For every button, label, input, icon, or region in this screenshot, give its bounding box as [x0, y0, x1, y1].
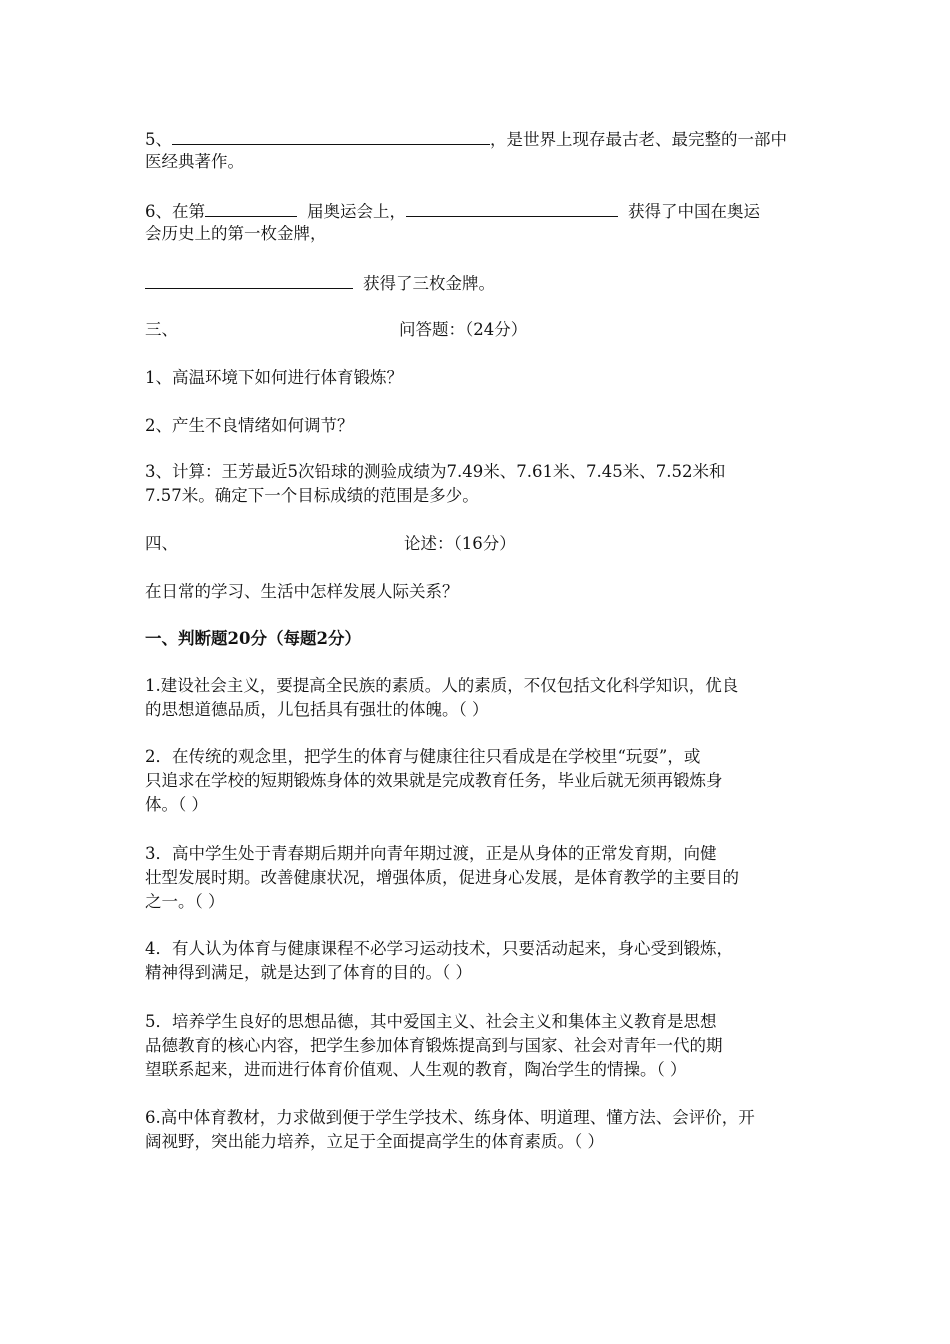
true-false-item-2: 2．在传统的观念里，把学生的体育与健康往往只看成是在学校里“玩耍”，或 只追求在学校的短期锻炼身体的效果就是完成教育任务，毕业后就无须再锻炼身 体。（ ）	[145, 747, 723, 814]
question-text-line: 医经典著作。	[145, 152, 244, 171]
question-item: 3、计算：王芳最近5次铅球的测验成绩为7.49米、7.61米、7.45米、7.52米和 7.57米。确定下一个目标成绩的范围是多少。	[145, 462, 726, 505]
section-title: 论述：（16分）	[404, 534, 516, 553]
question-text-line: 会历史上的第一枚金牌，	[145, 224, 327, 243]
essay-question: 在日常的学习、生活中怎样发展人际关系？	[145, 582, 459, 601]
section-number: 四、	[145, 534, 178, 553]
question-item: 2、产生不良情绪如何调节？	[145, 416, 354, 435]
section-3-heading	[145, 318, 807, 342]
question-text: 6、在第	[145, 202, 205, 221]
fill-blank-question-6	[145, 198, 807, 246]
true-false-item-6: 6.高中体育教材，力求做到便于学生学技术、练身体、明道理、懂方法、会评价，开 阔视野，突出能力培养，立足于全面提高学生的体育素质。（ ）	[145, 1108, 755, 1151]
true-false-item-5: 5．培养学生良好的思想品德，其中爱国主义、社会主义和集体主义教育是思想 品德教育的核心内容，把学生参加体育锻炼提高到与国家、社会对青年一代的期 望联系起来，进而进行体育价值观、人生观的教育，陶冶学生的情操。（ ）	[145, 1012, 723, 1079]
answer-blank[interactable]	[172, 126, 490, 145]
question-text: 届奥运会上，	[307, 202, 406, 221]
question-text: 获得了中国在奥运	[628, 202, 760, 221]
question-item: 1、高温环境下如何进行体育锻炼？	[145, 368, 403, 387]
question-number: 5、	[145, 130, 172, 149]
question-text: 获得了三枚金牌。	[363, 274, 495, 293]
section-1-heading: 一、判断题20分（每题2分）	[145, 629, 361, 648]
section-4-heading	[145, 532, 807, 556]
fill-blank-question-5	[145, 126, 807, 174]
section-title: 问答题：（24分）	[399, 320, 528, 339]
true-false-item-3: 3．高中学生处于青春期后期并向青年期过渡，正是从身体的正常发育期，向健 壮型发展时期。改善健康状况，增强体质，促进身心发展，是体育教学的主要目的 之一。（ ）	[145, 844, 739, 911]
true-false-item-4: 4．有人认为体育与健康课程不必学习运动技术，只要活动起来，身心受到锻炼， 精神得到满足，就是达到了体育的目的。（ ）	[145, 939, 733, 982]
fill-blank-question-6-continued	[145, 270, 807, 294]
true-false-item-1: 1.建设社会主义，要提高全民族的素质。人的素质，不仅包括文化科学知识，优良 的思想道德品质，儿包括具有强壮的体魄。（ ）	[145, 676, 739, 719]
section-number: 三、	[145, 320, 178, 339]
answer-blank[interactable]	[205, 198, 297, 217]
answer-blank[interactable]	[406, 198, 618, 217]
question-text: ，是世界上现存最古老、最完整的一部中	[490, 130, 787, 149]
answer-blank[interactable]	[145, 270, 353, 289]
